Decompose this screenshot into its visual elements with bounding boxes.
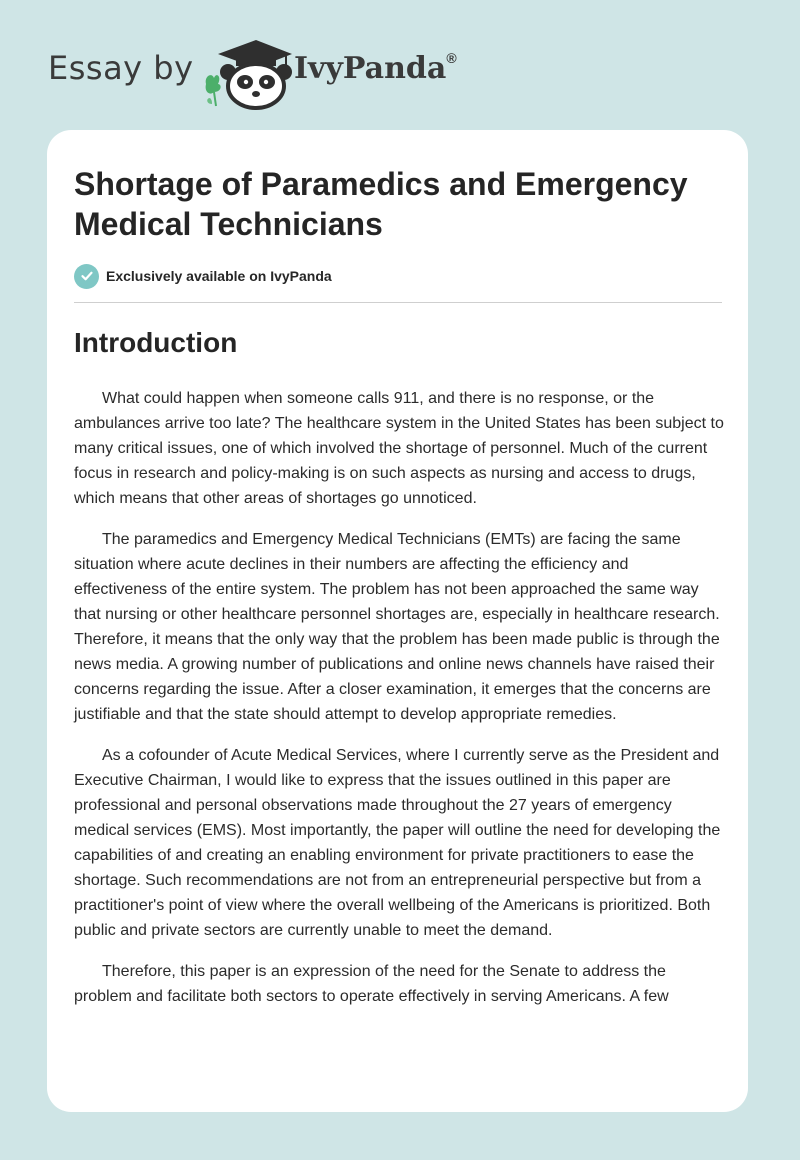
ivypanda-logo-icon[interactable] <box>200 32 292 110</box>
registered-mark: ® <box>446 50 457 66</box>
essay-title: Shortage of Paramedics and Emergency Medical Technicians <box>74 166 688 242</box>
section-heading: Introduction <box>74 327 238 358</box>
exclusive-badge-label: Exclusively available on IvyPanda <box>106 268 332 284</box>
title-divider <box>74 302 722 303</box>
site-header <box>0 0 800 128</box>
brand-name-text: IvyPanda <box>294 51 447 86</box>
paragraph: Therefore, this paper is an expression of the need for the Senate to address the problem and facilitate both sectors to operate effectively in serving Americans. A few <box>74 963 669 1005</box>
essay-card <box>47 130 748 1112</box>
exclusive-badge <box>74 263 332 289</box>
paragraph: As a cofounder of Acute Medical Services, where I currently serve as the President and Executive Chairman, I would like to express that the issues outlined in this paper are professional and personal observations made throughout the 27 years of emergency medical services (EMS). Most importantly, the paper will outline the need for developing the capabilities of and creating an enabling environment for private practitioners to ease the shortage. Such recommendations are not from an entrepreneurial perspective but from a practitioner's point of view where the overall wellbeing of the Americans is prioritized. Both public and private sectors are currently unable to meet the demand. <box>74 747 721 939</box>
check-circle-icon <box>74 264 99 289</box>
brand-name[interactable] <box>294 51 457 86</box>
essay-body <box>74 386 724 1025</box>
essay-by-label: Essay by <box>48 49 194 87</box>
paragraph: The paramedics and Emergency Medical Technicians (EMTs) are facing the same situation where acute declines in their numbers are affecting the efficiency and effectiveness of the entire system. The problem has not been approached the same way that nursing or other healthcare personnel shortages are, especially in healthcare research. Therefore, it means that the only way that the problem has been made public is through the news media. A growing number of publications and online news channels have raised their concerns regarding the issue. After a closer examination, it emerges that the concerns are justifiable and that the state should attempt to develop appropriate remedies. <box>74 531 720 723</box>
paragraph: What could happen when someone calls 911, and there is no response, or the ambulances arrive too late? The healthcare system in the United States has been subject to many critical issues, one of which involved the shortage of personnel. Much of the current focus in research and policy-making is on such aspects as nursing and access to drugs, which means that other areas of shortages go unnoticed. <box>74 390 724 507</box>
